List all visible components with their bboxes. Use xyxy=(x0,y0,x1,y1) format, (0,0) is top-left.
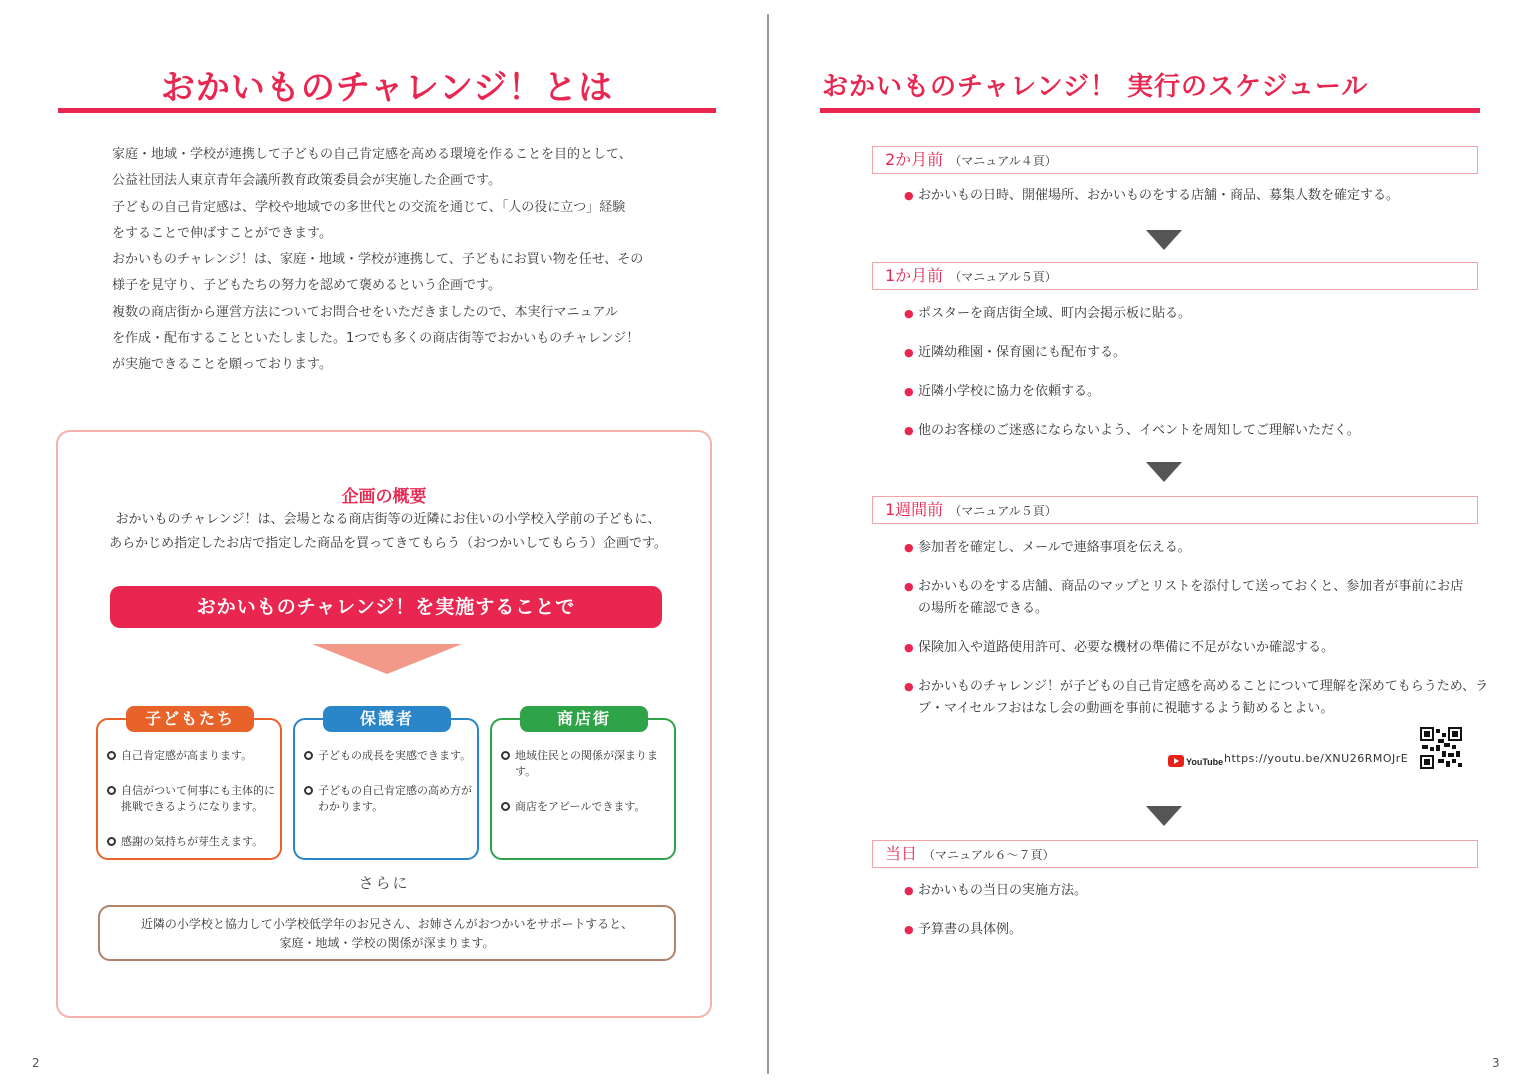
circle-bullet-icon xyxy=(107,837,116,846)
overview-description xyxy=(98,508,678,556)
page-number: 3 xyxy=(1492,1056,1500,1070)
overview-line: あらかじめ指定したお店で指定した商品を買ってきてもらう（おつかいしてもらう）企画です。 xyxy=(109,536,667,551)
circle-bullet-icon xyxy=(107,751,116,760)
schedule-item: ● おかいものをする店舗、商品のマップとリストを添付して送っておくと、参加者が事前にお店の場所を確認できる。 xyxy=(904,576,1464,620)
phase-reference: （マニュアル６～７頁） xyxy=(923,848,1055,862)
intro-line: 複数の商店街から運営方法についてお問合せをいただきましたので、本実行マニュアル xyxy=(112,304,618,320)
list-item-text: 自信がついて何事にも主体的に挑戦できるようになります。 xyxy=(121,784,275,813)
schedule-item: ● おかいもの日時、開催場所、おかいものをする店舗・商品、募集人数を確定する。 xyxy=(904,185,1484,207)
list-item xyxy=(304,783,474,815)
down-arrow-icon xyxy=(1146,230,1182,250)
note-line: 近隣の小学校と協力して小学校低学年のお兄さん、お姉さんがおつかいをサポートすると、 xyxy=(140,917,634,931)
intro-line: をすることで伸ばすことができます。 xyxy=(112,225,332,241)
schedule-item: ● ポスターを商店街全域、町内会掲示板に貼る。 xyxy=(904,303,1484,325)
shopping-street-card-label: 商店街 xyxy=(520,706,648,732)
left-page xyxy=(0,0,767,1086)
phase-name: 当日 xyxy=(885,844,918,863)
shopping-street-card xyxy=(490,709,676,860)
intro-line: が実施できることを願っております。 xyxy=(112,357,332,373)
list-item-text: 地域住民との関係が深まります。 xyxy=(515,749,658,778)
schedule-item: ● 保険加入や道路使用許可、必要な機材の準備に不足がないか確認する。 xyxy=(904,637,1484,659)
circle-bullet-icon xyxy=(107,786,116,795)
page-number: 2 xyxy=(32,1056,40,1070)
schedule-item: ● おかいもの当日の実施方法。 xyxy=(904,880,1484,902)
list-item xyxy=(501,748,671,780)
overview-heading: 企画の概要 xyxy=(341,487,427,507)
furthermore-label: さらに xyxy=(358,874,410,892)
circle-bullet-icon xyxy=(501,751,510,760)
list-item xyxy=(107,783,277,815)
phase-reference: （マニュアル５頁） xyxy=(949,270,1057,284)
list-item xyxy=(304,748,474,764)
intro-line: 様子を見守り、子どもたちの努力を認めて褒めるという企画です。 xyxy=(112,278,501,294)
right-page xyxy=(768,0,1536,1086)
down-arrow-icon xyxy=(1146,462,1182,482)
intro-line: 子どもの自己肯定感は、学校や地域での多世代との交流を通じて、「人の役に立つ」経験 xyxy=(112,199,626,215)
qr-code-icon xyxy=(1420,727,1462,769)
phase-name: 2か月前 xyxy=(885,150,944,169)
phase-header xyxy=(872,146,1478,174)
phase-name: 1週間前 xyxy=(885,500,944,519)
effect-banner: おかいものチャレンジ！を実施することで xyxy=(110,586,662,628)
children-card-label: 子どもたち xyxy=(126,706,254,732)
overview-line: おかいものチャレンジ！は、会場となる商店街等の近隣にお住いの小学校入学前の子どもに、 xyxy=(115,512,661,527)
list-item-text: 子どもの自己肯定感の高め方がわかります。 xyxy=(318,784,472,813)
svg-text:YouTube: YouTube xyxy=(1186,757,1224,767)
intro-text xyxy=(112,142,672,379)
list-item xyxy=(107,834,277,850)
youtube-link[interactable]: https://youtu.be/XNU26RMOJrE xyxy=(1224,752,1409,765)
list-item xyxy=(107,748,277,764)
circle-bullet-icon xyxy=(304,751,313,760)
phase-header xyxy=(872,840,1478,868)
list-item-text: 自己肯定感が高まります。 xyxy=(121,749,253,762)
phase-reference: （マニュアル５頁） xyxy=(949,504,1057,518)
phase-header xyxy=(872,496,1478,524)
circle-bullet-icon xyxy=(304,786,313,795)
schedule-item: ● 他のお客様のご迷惑にならないよう、イベントを周知してご理解いただく。 xyxy=(904,420,1484,442)
phase-header xyxy=(872,262,1478,290)
schedule-item: ● 近隣幼稚園・保育園にも配布する。 xyxy=(904,342,1484,364)
title-underline xyxy=(58,108,716,113)
schedule-item: ● 近隣小学校に協力を依頼する。 xyxy=(904,381,1484,403)
page-title: おかいものチャレンジ！とは xyxy=(160,68,614,108)
intro-line: 家庭・地域・学校が連携して子どもの自己肯定感を高める環境を作ることを目的として、 xyxy=(112,147,632,162)
list-item-text: 子どもの成長を実感できます。 xyxy=(318,749,472,762)
guardians-card xyxy=(293,709,479,860)
overview-box xyxy=(56,430,712,1018)
note-line: 家庭・地域・学校の関係が深まります。 xyxy=(279,936,495,950)
list-item-text: 商店をアピールできます。 xyxy=(515,800,646,813)
page-title: おかいものチャレンジ！ 実行のスケジュール xyxy=(822,72,1369,102)
phase-name: 1か月前 xyxy=(885,266,944,285)
list-item-text: 感謝の気持ちが芽生えます。 xyxy=(121,835,264,848)
intro-line: 公益社団法人東京青年会議所教育政策委員会が実施した企画です。 xyxy=(112,173,501,189)
title-underline xyxy=(820,108,1480,113)
schedule-item: ● 参加者を確定し、メールで連絡事項を伝える。 xyxy=(904,537,1484,559)
children-card xyxy=(96,709,282,860)
schedule-item: ● 予算書の具体例。 xyxy=(904,919,1484,941)
youtube-logo-icon xyxy=(1168,754,1224,768)
circle-bullet-icon xyxy=(501,802,510,811)
schedule-item: ● おかいものチャレンジ！が子どもの自己肯定感を高めることについて理解を深めてもらうため、ラブ・マイセルフおはなし会の動画を事前に視聴するよう勧めるとよい。 xyxy=(904,676,1490,720)
guardians-card-label: 保護者 xyxy=(323,706,451,732)
intro-line: おかいものチャレンジ！は、家庭・地域・学校が連携して、子どもにお買い物を任せ、その xyxy=(112,252,644,268)
phase-reference: （マニュアル４頁） xyxy=(949,154,1057,168)
down-arrow-icon xyxy=(1146,806,1182,826)
community-note-box xyxy=(98,905,676,961)
intro-line: を作成・配布することといたしました。1つでも多くの商店街等でおかいものチャレンジ！ xyxy=(112,331,640,347)
list-item xyxy=(501,799,671,815)
down-arrow-icon xyxy=(312,644,462,674)
